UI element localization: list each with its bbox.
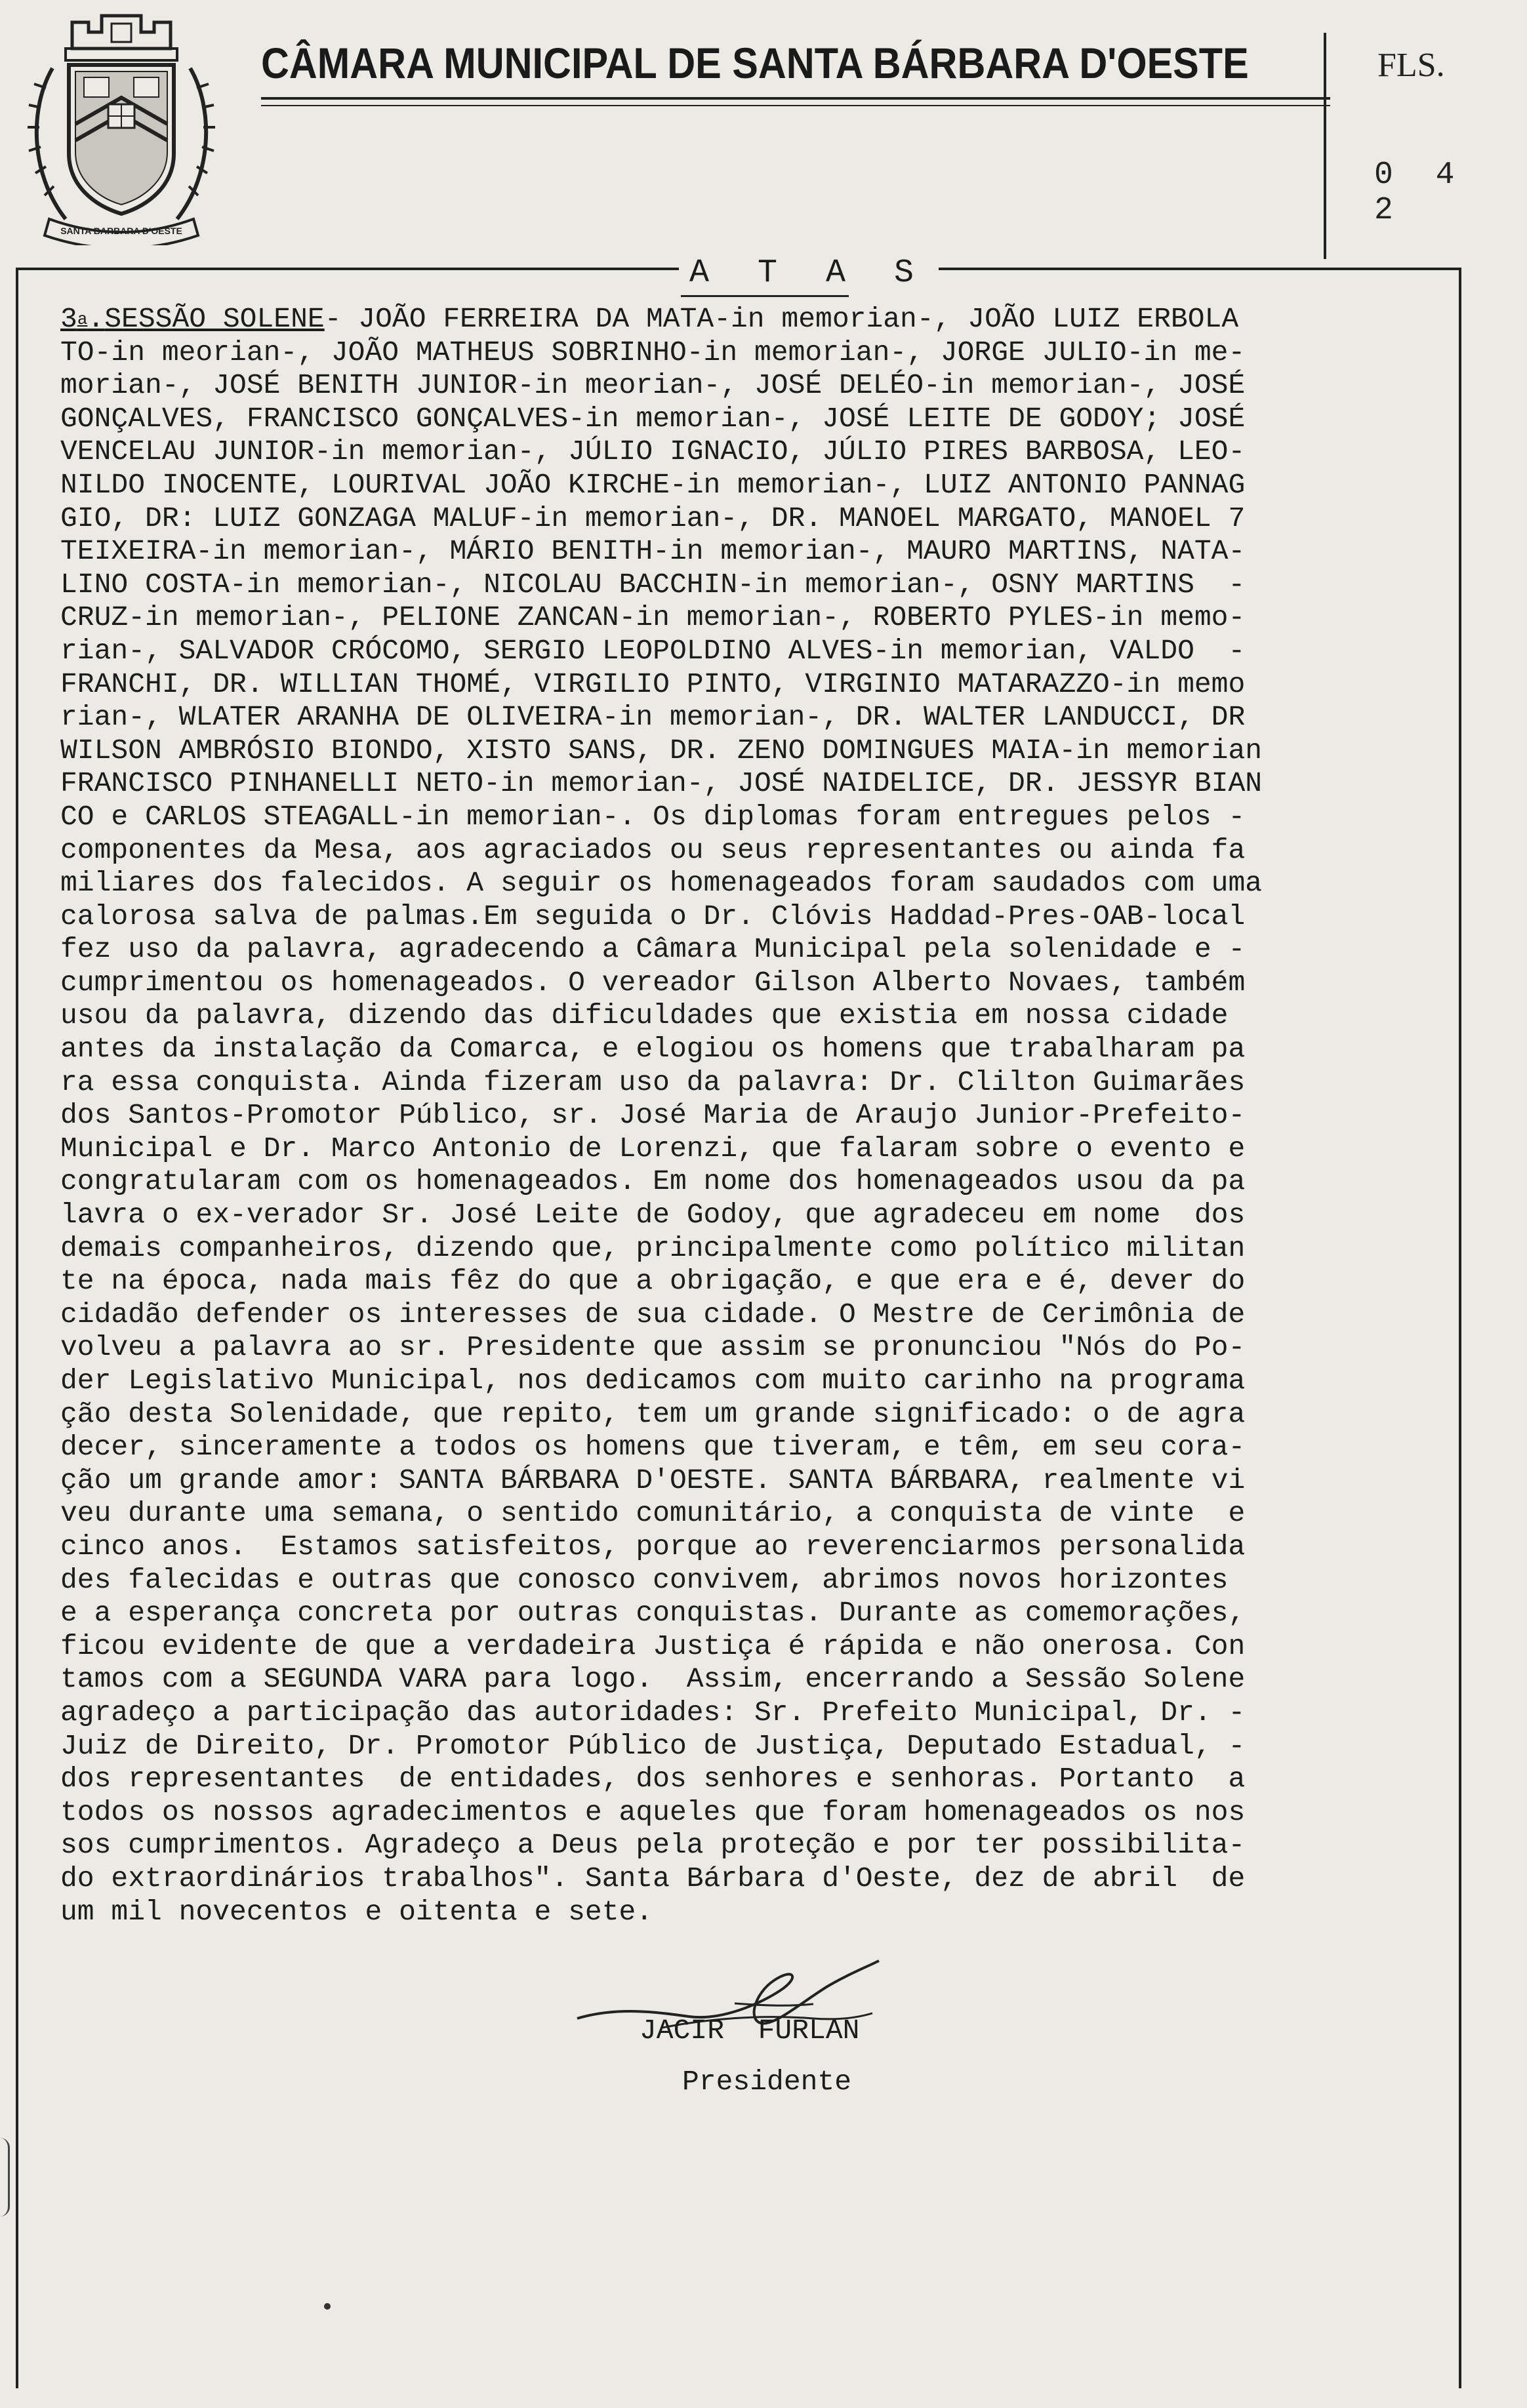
minutes-line: todos os nossos agradecimentos e aqueles que foram homenageados os nos [60, 1796, 1246, 1828]
minutes-line: ção desta Solenidade, que repito, tem um grande significado: o de agra [60, 1397, 1246, 1430]
minutes-line: ficou evidente de que a verdadeira Justiça é rápida e não onerosa. Con [60, 1630, 1246, 1662]
minutes-line: CO e CARLOS STEAGALL-in memorian-. Os diplomas foram entregues pelos - [60, 800, 1246, 833]
minutes-text [60, 303, 1464, 1929]
minutes-line: rian-, WLATER ARANHA DE OLIVEIRA-in memorian-, DR. WALTER LANDUCCI, DR [60, 701, 1246, 734]
title-rule [261, 97, 1330, 100]
minutes-line: lavra o ex-verador Sr. José Leite de Godoy, que agradeceu em nome dos [60, 1199, 1246, 1232]
minutes-line: des falecidas e outras que conosco convivem, abrimos novos horizontes [60, 1563, 1229, 1596]
minutes-line: agradeço a participação das autoridades: Sr. Prefeito Municipal, Dr. - [60, 1696, 1246, 1729]
minutes-line: morian-, JOSÉ BENITH JUNIOR-in meorian-, JOSÉ DELÉO-in memorian-, JOSÉ [60, 369, 1246, 402]
first-line-rest: - JOÃO FERREIRA DA MATA-in memorian-, JOÃO LUIZ ERBOLA [324, 303, 1239, 335]
minutes-line: FRANCHI, DR. WILLIAN THOMÉ, VIRGILIO PINTO, VIRGINIO MATARAZZO-in memo [60, 668, 1246, 700]
minutes-line: sos cumprimentos. Agradeço a Deus pela proteção e por ter possibilita- [60, 1829, 1246, 1862]
signatory-name: JACIR FURLAN [640, 2015, 860, 2047]
fls-label: FLS. [1377, 47, 1445, 84]
minutes-line: do extraordinários trabalhos". Santa Bárbara d'Oeste, dez de abril de [60, 1862, 1246, 1895]
minutes-line: cidadão defender os interesses de sua cidade. O Mestre de Cerimônia de [60, 1298, 1246, 1331]
minutes-line: decer, sinceramente a todos os homens que tiveram, e têm, em seu cora- [60, 1431, 1246, 1464]
minutes-line: ra essa conquista. Ainda fizeram uso da palavra: Dr. Clilton Guimarães [60, 1066, 1246, 1098]
minutes-line: tamos com a SEGUNDA VARA para logo. Assim, encerrando a Sessão Solene [60, 1663, 1246, 1696]
minutes-line: VENCELAU JUNIOR-in memorian-, JÚLIO IGNACIO, JÚLIO PIRES BARBOSA, LEO- [60, 435, 1246, 468]
minutes-line: Municipal e Dr. Marco Antonio de Lorenzi, que falaram sobre o evento e [60, 1132, 1246, 1165]
chamber-title: CÂMARA MUNICIPAL DE SANTA BÁRBARA D'OESTE [261, 39, 1249, 87]
minutes-line: cumprimentou os homenageados. O vereador Gilson Alberto Novaes, também [60, 966, 1246, 999]
minutes-line: ção um grande amor: SANTA BÁRBARA D'OESTE. SANTA BÁRBARA, realmente vi [60, 1464, 1246, 1496]
minutes-line: fez uso da palavra, agradecendo a Câmara Municipal pela solenidade e - [60, 933, 1246, 966]
minutes-line: Juiz de Direito, Dr. Promotor Público de Justiça, Deputado Estadual, - [60, 1729, 1246, 1762]
minutes-line: calorosa salva de palmas.Em seguida o Dr. Clóvis Haddad-Pres-OAB-local [60, 900, 1246, 933]
minutes-line: usou da palavra, dizendo das dificuldades que existia em nossa cidade [60, 999, 1229, 1032]
minutes-first-line: 3$^a$.SESSÃO SOLENE- JOÃO FERREIRA DA MATA-in memorian-, JOÃO LUIZ ERBOLA [60, 303, 1239, 335]
ink-dot [324, 2303, 331, 2310]
header-divider [1324, 33, 1326, 259]
minutes-line: GONÇALVES, FRANCISCO GONÇALVES-in memorian-, JOSÉ LEITE DE GODOY; JOSÉ [60, 402, 1246, 435]
crest-motto: SANTA BARBARA D'OESTE [60, 226, 182, 236]
minutes-line: dos representantes de entidades, dos senhores e senhoras. Portanto a [60, 1763, 1246, 1796]
minutes-line: um mil novecentos e oitenta e sete. [60, 1895, 653, 1928]
session-label: SESSÃO SOLENE [104, 303, 325, 335]
title-rule-thin [261, 105, 1330, 106]
minutes-line: der Legislativo Municipal, nos dedicamos com muito carinho na programa [60, 1365, 1246, 1397]
minutes-lines [60, 336, 1464, 1929]
minutes-line: TEIXEIRA-in memorian-, MÁRIO BENITH-in memorian-, MAURO MARTINS, NATA- [60, 535, 1246, 568]
fls-number: 0 4 2 [1374, 157, 1467, 228]
binding-edge-mark [0, 2138, 10, 2217]
minutes-line: WILSON AMBRÓSIO BIONDO, XISTO SANS, DR. ZENO DOMINGUES MAIA-in memorian [60, 734, 1263, 767]
minutes-line: CRUZ-in memorian-, PELIONE ZANCAN-in memorian-, ROBERTO PYLES-in memo- [60, 601, 1246, 634]
minutes-line: e a esperança concreta por outras conquistas. Durante as comemorações, [60, 1597, 1246, 1630]
minutes-line: GIO, DR: LUIZ GONZAGA MALUF-in memorian-, DR. MANOEL MARGATO, MANOEL 7 [60, 502, 1246, 534]
minutes-line: TO-in meorian-, JOÃO MATHEUS SOBRINHO-in memorian-, JORGE JULIO-in me- [60, 336, 1246, 369]
minutes-line: FRANCISCO PINHANELLI NETO-in memorian-, JOSÉ NAIDELICE, DR. JESSYR BIAN [60, 767, 1263, 800]
session-number: 3 [60, 303, 77, 335]
minutes-line: componentes da Mesa, aos agraciados ou seus representantes ou ainda fa [60, 833, 1246, 866]
municipal-crest-icon [26, 9, 216, 245]
minutes-line: miliares dos falecidos. A seguir os homenageados foram saudados com uma [60, 867, 1263, 900]
signatory-role: Presidente [682, 2066, 852, 2098]
minutes-line: rian-, SALVADOR CRÓCOMO, SERGIO LEOPOLDINO ALVES-in memorian, VALDO - [60, 634, 1246, 667]
minutes-line: congratularam com os homenageados. Em nome dos homenageados usou da pa [60, 1165, 1246, 1198]
section-title-underline [681, 295, 849, 297]
session-ordinal: a [77, 310, 88, 329]
minutes-line: volveu a palavra ao sr. Presidente que assim se pronunciou "Nós do Po- [60, 1331, 1246, 1364]
minutes-line: dos Santos-Promotor Público, sr. José Maria de Araujo Junior-Prefeito- [60, 1099, 1246, 1132]
minutes-line: antes da instalação da Comarca, e elogiou os homens que trabalharam pa [60, 1033, 1246, 1066]
minutes-line: LINO COSTA-in memorian-, NICOLAU BACCHIN-in memorian-, OSNY MARTINS - [60, 568, 1246, 601]
minutes-line: te na época, nada mais fêz do que a obrigação, e que era e é, dever do [60, 1265, 1246, 1298]
minutes-line: demais companheiros, dizendo que, principalmente como político militan [60, 1232, 1246, 1264]
minutes-line: cinco anos. Estamos satisfeitos, porque ao reverenciarmos personalida [60, 1530, 1246, 1563]
minutes-line: veu durante uma semana, o sentido comunitário, a conquista de vinte e [60, 1497, 1246, 1530]
section-title: A T A S [679, 254, 939, 292]
minutes-line: NILDO INOCENTE, LOURIVAL JOÃO KIRCHE-in memorian-, LUIZ ANTONIO PANNAG [60, 468, 1246, 501]
